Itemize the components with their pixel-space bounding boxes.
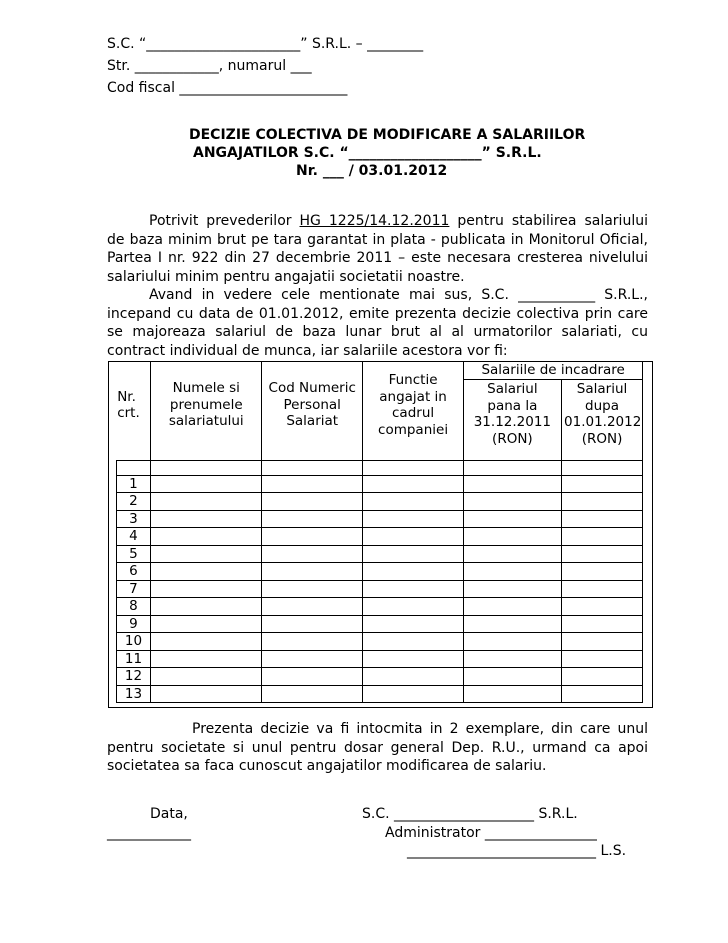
table-row — [108, 650, 651, 668]
signature-ls: ___________________________ L.S. — [407, 843, 627, 859]
table-cell[interactable] — [151, 563, 262, 581]
table-cell[interactable] — [151, 668, 262, 686]
table-cell[interactable] — [151, 580, 262, 598]
signature-company: S.C. ____________________ S.R.L. — [362, 806, 578, 822]
table-row — [108, 633, 651, 651]
header-nr: Nr. crt. — [117, 388, 140, 421]
table-cell[interactable] — [561, 668, 643, 686]
table-cell[interactable] — [363, 580, 464, 598]
row-number: 1 — [116, 475, 151, 493]
table-cell[interactable] — [363, 493, 464, 511]
header-salary-after: Salariul dupa 01.01.2012 (RON) — [561, 379, 643, 449]
table-cell[interactable] — [561, 685, 643, 703]
table-cell[interactable] — [463, 633, 561, 651]
paragraph-text: pentru stabilirea salariului de baza minim brut pe tara garantat in plata - publicata in Monitorul Oficial, Partea I nr. 922 din 27 decembrie 2011 – este necesara cresterea nivelului salariului minim pentru angajatii societatii noastre. — [107, 213, 648, 286]
table-cell[interactable] — [463, 475, 561, 493]
row-number: 8 — [116, 598, 151, 616]
table-cell[interactable] — [262, 528, 363, 546]
table-cell[interactable] — [561, 650, 643, 668]
table-cell[interactable] — [463, 528, 561, 546]
table-row — [108, 668, 651, 686]
row-number: 2 — [116, 493, 151, 511]
street-line: Str. ____________, numarul ___ — [107, 58, 312, 74]
row-number: 11 — [116, 650, 151, 668]
table-row — [108, 563, 651, 581]
row-number: 7 — [116, 580, 151, 598]
table-cell[interactable] — [262, 493, 363, 511]
row-number: 10 — [116, 633, 151, 651]
table-row — [108, 598, 651, 616]
table-cell[interactable] — [363, 475, 464, 493]
table-cell[interactable] — [151, 528, 262, 546]
table-cell[interactable] — [561, 493, 643, 511]
document-number: Nr. ___ / 03.01.2012 — [296, 163, 448, 179]
table-cell[interactable] — [363, 633, 464, 651]
table-cell[interactable] — [463, 510, 561, 528]
table-cell[interactable] — [463, 493, 561, 511]
table-cell[interactable] — [151, 493, 262, 511]
table-cell[interactable] — [363, 528, 464, 546]
table-cell[interactable] — [151, 685, 262, 703]
table-cell[interactable] — [463, 598, 561, 616]
document-title-line2: ANGAJATILOR S.C. “___________________” S.R.L. — [193, 145, 542, 161]
row-number: 13 — [116, 685, 151, 703]
salary-table — [108, 361, 651, 703]
table-cell[interactable] — [363, 510, 464, 528]
table-cell[interactable] — [463, 615, 561, 633]
table-cell[interactable] — [561, 475, 643, 493]
row-number: 6 — [116, 563, 151, 581]
date-label: Data, — [150, 806, 188, 822]
table-cell[interactable] — [151, 633, 262, 651]
table-cell[interactable] — [561, 563, 643, 581]
table-cell[interactable] — [561, 598, 643, 616]
table-cell[interactable] — [151, 615, 262, 633]
table-cell[interactable] — [262, 510, 363, 528]
table-cell[interactable] — [262, 545, 363, 563]
row-number: 9 — [116, 615, 151, 633]
table-cell[interactable] — [363, 650, 464, 668]
table-cell[interactable] — [463, 563, 561, 581]
table-cell[interactable] — [262, 563, 363, 581]
signature-administrator: Administrator ________________ — [385, 825, 597, 841]
table-row — [108, 510, 651, 528]
table-row — [108, 493, 651, 511]
row-number: 3 — [116, 510, 151, 528]
table-cell[interactable] — [561, 580, 643, 598]
paragraph-decision: Avand in vedere cele mentionate mai sus, S.C. ___________ S.R.L., incepand cu data de 01.01.2012, emite prezenta decizie colectiva prin care se majoreaza salariul de baza lunar brut al al urmatorilor salariati, cu contract individual de munca, iar salariile acestora vor fi: — [107, 287, 648, 360]
table-cell[interactable] — [363, 668, 464, 686]
table-cell[interactable] — [363, 615, 464, 633]
table-row — [108, 545, 651, 563]
table-cell[interactable] — [561, 545, 643, 563]
table-cell[interactable] — [561, 615, 643, 633]
company-line: S.C. “______________________” S.R.L. – ________ — [107, 36, 424, 52]
header-function: Functie angajat in cadrul companiei — [363, 361, 464, 449]
date-line: ____________ — [107, 825, 191, 841]
header-cnp: Cod Numeric Personal Salariat — [262, 361, 363, 449]
table-cell[interactable] — [463, 545, 561, 563]
table-cell[interactable] — [262, 580, 363, 598]
table-cell[interactable] — [151, 650, 262, 668]
header-salary-before: Salariul pana la 31.12.2011 (RON) — [463, 379, 561, 449]
document-title-line1: DECIZIE COLECTIVA DE MODIFICARE A SALARIILOR — [189, 127, 586, 143]
table-cell[interactable] — [561, 528, 643, 546]
table-cell[interactable] — [561, 510, 643, 528]
table-cell[interactable] — [363, 563, 464, 581]
table-cell[interactable] — [262, 615, 363, 633]
table-row — [108, 528, 651, 546]
table-row — [108, 685, 651, 703]
table-cell[interactable] — [262, 598, 363, 616]
paragraph-text: Potrivit prevederilor — [149, 213, 300, 229]
table-cell[interactable] — [363, 545, 464, 563]
table-cell[interactable] — [151, 598, 262, 616]
paragraph-legal-basis — [107, 212, 648, 287]
hg-reference: HG 1225/14.12.2011 — [299, 213, 450, 229]
fiscal-code-line: Cod fiscal ________________________ — [107, 80, 348, 96]
table-cell[interactable] — [151, 545, 262, 563]
table-cell[interactable] — [463, 685, 561, 703]
table-cell[interactable] — [262, 475, 363, 493]
table-cell[interactable] — [463, 650, 561, 668]
table-cell[interactable] — [262, 650, 363, 668]
row-number: 5 — [116, 545, 151, 563]
row-number: 4 — [116, 528, 151, 546]
table-cell[interactable] — [363, 685, 464, 703]
table-cell[interactable] — [151, 475, 262, 493]
header-name: Numele si prenumele salariatului — [151, 361, 262, 449]
table-row — [108, 475, 651, 493]
header-salary-group: Salariile de incadrare — [463, 361, 642, 379]
table-cell[interactable] — [463, 668, 561, 686]
table-cell[interactable] — [151, 510, 262, 528]
table-cell[interactable] — [262, 633, 363, 651]
table-cell[interactable] — [561, 633, 643, 651]
table-row — [108, 580, 651, 598]
table-cell[interactable] — [262, 685, 363, 703]
table-cell[interactable] — [463, 580, 561, 598]
table-cell[interactable] — [363, 598, 464, 616]
table-row — [108, 615, 651, 633]
row-number: 12 — [116, 668, 151, 686]
table-cell[interactable] — [262, 668, 363, 686]
paragraph-copies: Prezenta decizie va fi intocmita in 2 exemplare, din care unul pentru societate si unul pentru dosar general Dep. R.U., urmand ca apoi societatea sa faca cunoscut angajatilor modificarea de salariu. — [107, 721, 648, 775]
